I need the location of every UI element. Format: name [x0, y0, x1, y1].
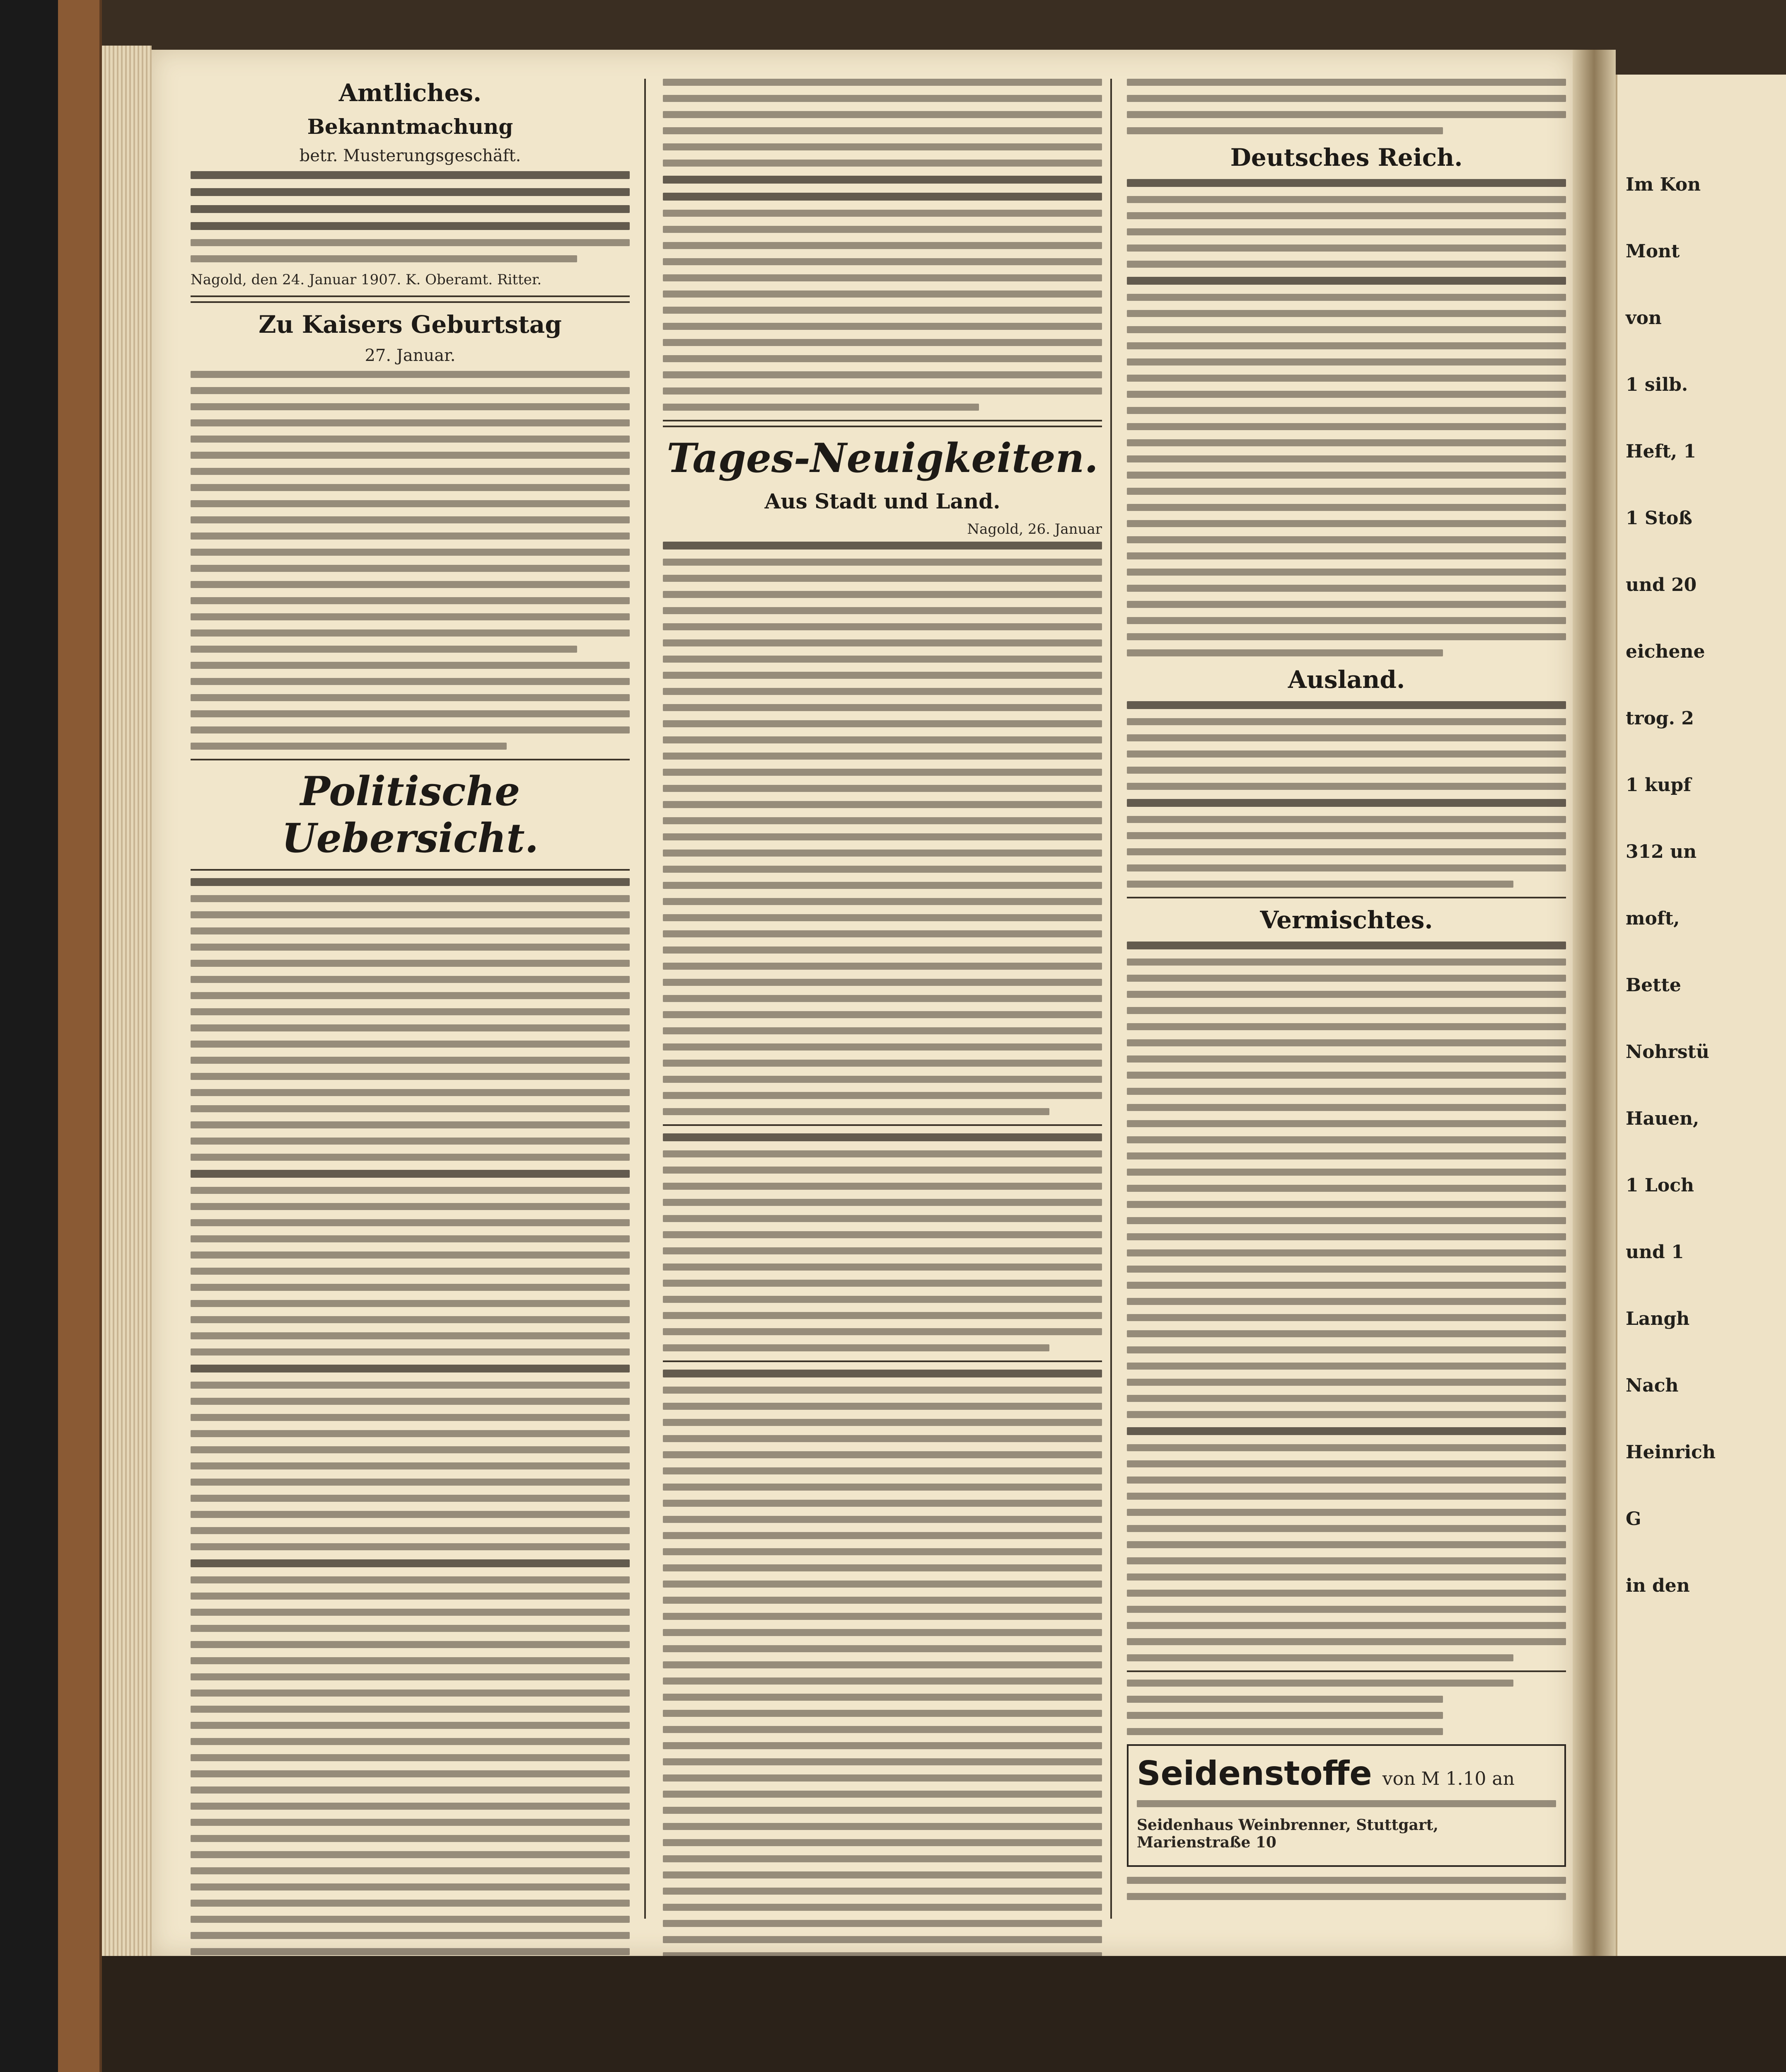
facing-page-fragment: G [1626, 1508, 1641, 1530]
facing-page-fragment: trog. 2 [1626, 708, 1694, 729]
page-stack-edge [102, 46, 152, 1960]
article-text [1127, 701, 1566, 888]
page-gutter [1573, 50, 1616, 1956]
article-text [1127, 179, 1566, 656]
column-1 [191, 79, 630, 2029]
article-heading: Zu Kaisers Geburtstag [259, 310, 562, 339]
facing-page-fragment: Heft, 1 [1626, 441, 1697, 462]
section-heading: Ausland. [1288, 666, 1405, 694]
article-text [663, 79, 1102, 411]
divider [663, 1124, 1102, 1126]
facing-page-fragment: von [1626, 307, 1662, 329]
facing-page-fragment: eichene [1626, 641, 1705, 662]
section-heading: Amtliches. [338, 79, 482, 107]
article-text [663, 1370, 1102, 2024]
divider [191, 759, 630, 760]
ad-title: Seidenstoffe [1137, 1754, 1372, 1793]
notice-subheading: betr. Musterungsgeschäft. [299, 146, 521, 165]
dateline: Nagold, 26. Januar [967, 521, 1102, 537]
article-text [1127, 942, 1566, 1661]
article-text [191, 878, 630, 2020]
facing-page-fragment: 1 silb. [1626, 374, 1688, 395]
divider [663, 420, 1102, 427]
column-3 [1127, 79, 1566, 1909]
facing-page-fragment: Mont [1626, 241, 1680, 262]
section-heading: Politische Uebersicht. [281, 768, 539, 862]
section-subheading: Aus Stadt und Land. [764, 489, 1001, 513]
article-date: 27. Januar. [365, 346, 456, 365]
column-rule [1110, 79, 1112, 1919]
signature-line: Nagold, den 24. Januar 1907. K. Oberamt. Ritter. [191, 271, 542, 288]
table-surface [102, 1956, 1786, 2072]
market-list [1127, 1680, 1566, 1735]
ad-address: Seidenhaus Weinbrenner, Stuttgart, Marienstraße 10 [1137, 1816, 1438, 1851]
facing-page-fragment: und 1 [1626, 1242, 1684, 1263]
advertisement [1127, 1744, 1566, 1867]
imprint [1127, 1877, 1566, 1900]
facing-page [1616, 75, 1786, 1956]
article-text [1127, 79, 1566, 134]
facing-page-fragment: Hauen, [1626, 1108, 1699, 1129]
facing-page-fragment: 1 kupf [1626, 775, 1692, 796]
facing-page-fragment: Nohrstü [1626, 1041, 1709, 1063]
article-text [663, 1133, 1102, 1351]
ad-price: von M 1.10 an [1382, 1768, 1515, 1789]
article-text [191, 371, 630, 750]
divider [1127, 1670, 1566, 1672]
facing-page-fragment: Langh [1626, 1308, 1690, 1329]
notice-text [191, 171, 630, 262]
facing-page-fragment: und 20 [1626, 574, 1697, 595]
facing-page-fragment: 312 un [1626, 841, 1697, 862]
notice-heading: Bekanntmachung [307, 114, 513, 139]
facing-page-fragment: Im Kon [1626, 174, 1701, 195]
facing-page-fragment: 1 Stoß [1626, 508, 1692, 529]
facing-page-fragment: moft, [1626, 908, 1680, 929]
column-2 [663, 79, 1102, 2033]
facing-page-fragment: Heinrich [1626, 1442, 1716, 1463]
divider [191, 295, 630, 303]
facing-page-fragment: Bette [1626, 975, 1681, 996]
binding-edge [58, 0, 102, 2072]
article-text [663, 542, 1102, 1115]
section-heading: Deutsches Reich. [1230, 143, 1463, 172]
facing-page-fragment: 1 Loch [1626, 1175, 1694, 1196]
divider [663, 1360, 1102, 1362]
divider [1127, 897, 1566, 898]
column-rule [644, 79, 646, 1919]
section-heading: Vermischtes. [1260, 906, 1433, 934]
facing-page-fragment: in den [1626, 1575, 1690, 1596]
divider [191, 869, 630, 871]
section-heading: Tages-Neuigkeiten. [667, 435, 1098, 482]
facing-page-fragment: Nach [1626, 1375, 1679, 1396]
